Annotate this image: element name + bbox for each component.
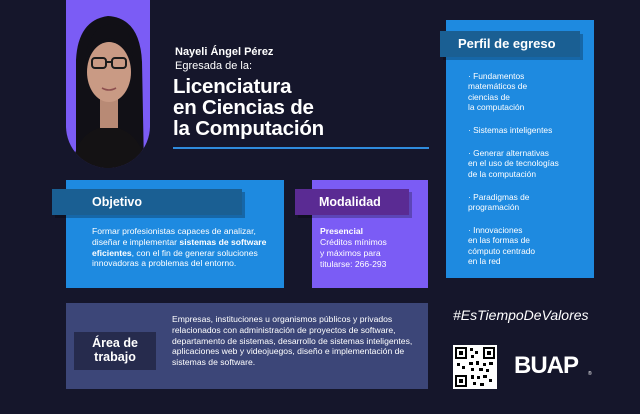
modalidad-text: Créditos mínimos y máximos para titularse: 266-293	[320, 237, 387, 269]
perfil-item: · Innovaciones en las formas de cómputo centrado en la red	[468, 225, 536, 267]
perfil-item: · Sistemas inteligentes	[468, 125, 553, 136]
degree-title: Licenciatura en Ciencias de la Computación	[173, 75, 324, 140]
qr-code[interactable]	[453, 345, 497, 389]
modalidad-title: Modalidad	[295, 189, 409, 215]
graduate-name: Nayeli Ángel Pérez	[175, 46, 274, 58]
area-title: Área de trabajo	[74, 332, 156, 370]
perfil-list	[468, 71, 590, 279]
graduate-label: Egresada de la:	[175, 60, 253, 72]
title-underline	[173, 147, 429, 149]
perfil-item: · Fundamentos matemáticos de ciencias de la computación	[468, 71, 528, 113]
objetivo-text-bold: sistemas de software eficientes	[92, 236, 267, 258]
modalidad-subtitle: Presencial	[320, 226, 363, 236]
hashtag: #EsTiempoDeValores	[453, 307, 589, 323]
objetivo-text-end: , con el fin de generar soluciones innovadoras a problemas del entorno.	[92, 247, 258, 269]
area-text: Empresas, instituciones u organismos públicos y privados relacionados con administración de proyectos de software, departamento de sistemas, desarrollo de sistemas inteligentes, aplicaciones web y videojuegos, diseño e implementación de sistemas de software.	[172, 314, 413, 368]
portrait-image	[66, 0, 150, 168]
objetivo-text	[92, 226, 278, 269]
registered-mark: ®	[588, 371, 592, 377]
buap-logo: BUAP	[514, 352, 579, 379]
objetivo-title: Objetivo	[52, 189, 242, 215]
perfil-item: · Generar alternativas en el uso de tecnologías de la computación	[468, 148, 559, 179]
perfil-item: · Paradigmas de programación	[468, 191, 530, 213]
perfil-title: Perfil de egreso	[440, 31, 580, 57]
profile-photo	[66, 0, 150, 168]
objetivo-text-start: Formar profesionistas capaces de analizar, diseñar e implementar	[92, 226, 256, 247]
